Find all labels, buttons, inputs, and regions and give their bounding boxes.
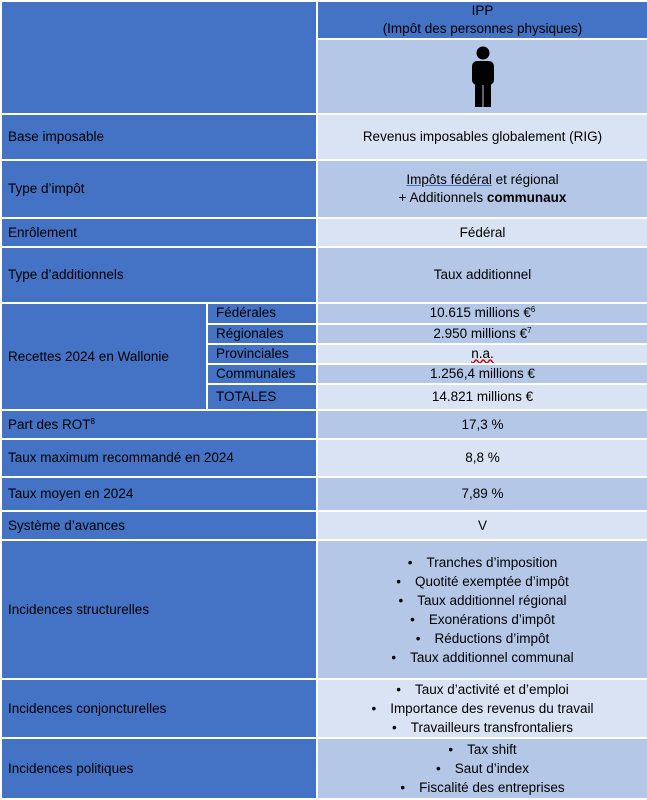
- list-item: • Quotité exemptée d’impôt: [324, 572, 641, 591]
- recettes-item-value: 10.615 millions €$^6$: [317, 303, 647, 323]
- row-label: Incidences conjoncturelles: [1, 679, 317, 738]
- recettes-item-value: 2.950 millions €$^7$: [317, 324, 647, 344]
- recettes-row: [1, 303, 647, 323]
- bullet-list: [324, 680, 641, 737]
- row-label: Type d’impôt: [1, 160, 317, 218]
- row-label: Incidences structurelles: [1, 540, 317, 679]
- row-type-impot: [1, 160, 647, 218]
- list-item: • Fiscalité des entreprises: [324, 778, 641, 797]
- row-label: Incidences politiques: [1, 738, 317, 799]
- header-subtitle: (Impôt des personnes physiques): [382, 21, 583, 37]
- header-title: IPP: [471, 3, 494, 18]
- bullet-list: [324, 740, 641, 797]
- row-value: Revenus imposables globalement (RIG): [317, 114, 647, 160]
- list-item: • Tranches d’imposition: [324, 553, 641, 572]
- row-avances: [1, 511, 647, 540]
- row-incidences-conjoncturelles: [1, 679, 647, 738]
- row-value: 17,3 %: [317, 410, 647, 439]
- recettes-item-value: n.a.: [317, 344, 647, 364]
- row-taux-moyen: [1, 477, 647, 511]
- row-value: [317, 679, 647, 738]
- row-value: [317, 540, 647, 679]
- recettes-item-value: 1.256,4 millions €: [317, 364, 647, 384]
- row-label: Système d’avances: [1, 511, 317, 540]
- header-icon-cell: [317, 39, 647, 114]
- row-value: Taux additionnel: [317, 247, 647, 303]
- row-part-rot: [1, 410, 647, 439]
- list-item: • Exonérations d’impôt: [324, 610, 641, 629]
- row-incidences-structurelles: [1, 540, 647, 679]
- person-icon: [468, 46, 498, 108]
- row-label: Type d’additionnels: [1, 247, 317, 303]
- list-item: • Tax shift: [324, 740, 641, 759]
- row-taux-max: [1, 439, 647, 477]
- list-item: • Réductions d’impôt: [324, 629, 641, 648]
- footnote-ref: 8: [90, 416, 95, 426]
- row-enrolement: [1, 218, 647, 247]
- header-row: [1, 1, 647, 39]
- row-label: Enrôlement: [1, 218, 317, 247]
- row-label: Base imposable: [1, 114, 317, 160]
- recettes-label: Recettes 2024 en Wallonie: [1, 303, 207, 410]
- list-item: • Importance des revenus du travail: [324, 699, 641, 718]
- recettes-item-label: Communales: [207, 364, 317, 384]
- recettes-item-label: Fédérales: [207, 303, 317, 323]
- row-value: Fédéral: [317, 218, 647, 247]
- row-label: Taux moyen en 2024: [1, 477, 317, 511]
- footnote-ref: 7: [527, 325, 532, 335]
- type-impot-bold: communaux: [486, 190, 567, 206]
- recettes-item-label: TOTALES: [207, 384, 317, 410]
- header-title-cell: [317, 1, 647, 39]
- list-item: • Taux additionnel communal: [324, 648, 641, 667]
- list-item: • Taux d’activité et d’emploi: [324, 680, 641, 699]
- row-value: [317, 160, 647, 218]
- row-base-imposable: [1, 114, 647, 160]
- type-impot-rest: et régional: [491, 172, 559, 188]
- type-impot-prefix: + Additionnels: [398, 190, 487, 206]
- row-label: Taux maximum recommandé en 2024: [1, 439, 317, 477]
- list-item: • Saut d’index: [324, 759, 641, 778]
- type-impot-underlined: Impôts fédéral: [406, 172, 492, 188]
- row-value: 8,8 %: [317, 439, 647, 477]
- row-value: [317, 738, 647, 799]
- bullet-list: [324, 553, 641, 667]
- row-incidences-politiques: [1, 738, 647, 799]
- list-item: • Taux additionnel régional: [324, 591, 641, 610]
- row-type-additionnels: [1, 247, 647, 303]
- footnote-ref: 6: [530, 305, 536, 315]
- row-value: V: [317, 511, 647, 540]
- header-empty-cell: [1, 1, 317, 114]
- recettes-item-label: Provinciales: [207, 344, 317, 364]
- recettes-item-value: 14.821 millions €: [317, 384, 647, 410]
- list-item: • Travailleurs transfrontaliers: [324, 718, 641, 737]
- row-value: 7,89 %: [317, 477, 647, 511]
- row-label: Part des ROT$^8$: [1, 410, 317, 439]
- recettes-item-label: Régionales: [207, 324, 317, 344]
